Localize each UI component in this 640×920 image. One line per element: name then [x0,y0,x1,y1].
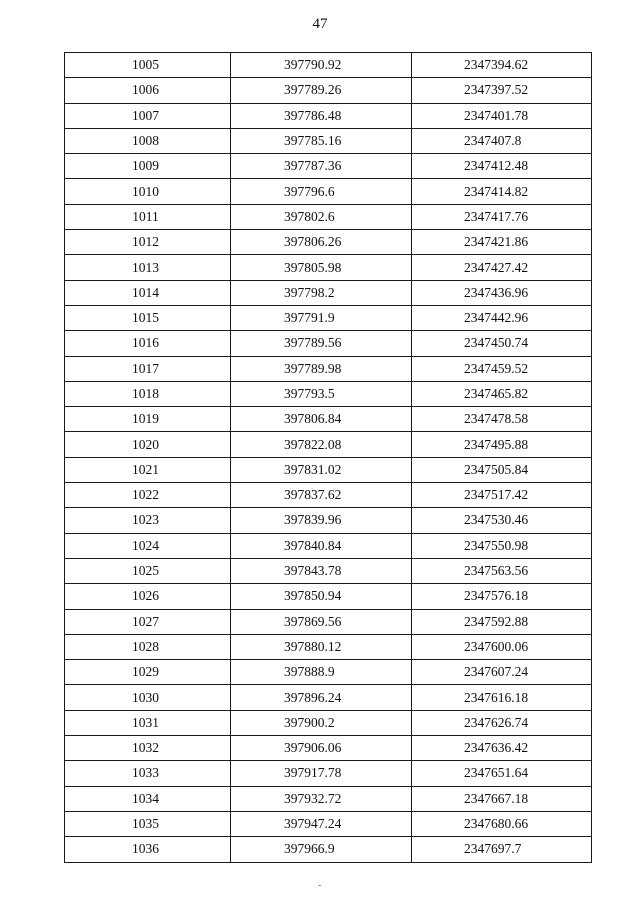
point-number-cell: 1035 [65,811,231,836]
y-coordinate-cell: 2347478.58 [412,407,592,432]
point-number-cell: 1029 [65,660,231,685]
y-coordinate-cell: 2347667.18 [412,786,592,811]
point-number-cell: 1011 [65,204,231,229]
page-number: 47 [312,16,328,32]
x-coordinate-cell: 397850.94 [231,584,412,609]
y-coordinate-cell: 2347421.86 [412,230,592,255]
point-number-cell: 1015 [65,305,231,330]
table-row [65,736,592,761]
point-number-cell: 1022 [65,483,231,508]
y-coordinate-cell: 2347465.82 [412,381,592,406]
point-number-cell: 1023 [65,508,231,533]
point-number-cell: 1006 [65,78,231,103]
table-row [65,331,592,356]
table-row [65,609,592,634]
table-row [65,204,592,229]
x-coordinate-cell: 397798.2 [231,280,412,305]
point-number-cell: 1034 [65,786,231,811]
y-coordinate-cell: 2347600.06 [412,634,592,659]
point-number-cell: 1014 [65,280,231,305]
y-coordinate-cell: 2347397.52 [412,78,592,103]
x-coordinate-cell: 397789.26 [231,78,412,103]
y-coordinate-cell: 2347459.52 [412,356,592,381]
x-coordinate-cell: 397880.12 [231,634,412,659]
table-row [65,78,592,103]
point-number-cell: 1019 [65,407,231,432]
table-row [65,280,592,305]
point-number-cell: 1010 [65,179,231,204]
table-row [65,230,592,255]
x-coordinate-cell: 397932.72 [231,786,412,811]
table-row [65,761,592,786]
y-coordinate-cell: 2347530.46 [412,508,592,533]
table-row [65,483,592,508]
point-number-cell: 1017 [65,356,231,381]
y-coordinate-cell: 2347517.42 [412,483,592,508]
y-coordinate-cell: 2347626.74 [412,710,592,735]
x-coordinate-cell: 397805.98 [231,255,412,280]
x-coordinate-cell: 397822.08 [231,432,412,457]
x-coordinate-cell: 397802.6 [231,204,412,229]
y-coordinate-cell: 2347436.96 [412,280,592,305]
table-row [65,837,592,862]
x-coordinate-cell: 397789.56 [231,331,412,356]
point-number-cell: 1005 [65,53,231,78]
table-row [65,457,592,482]
point-number-cell: 1025 [65,558,231,583]
y-coordinate-cell: 2347414.82 [412,179,592,204]
point-number-cell: 1013 [65,255,231,280]
point-number-cell: 1009 [65,154,231,179]
table-row [65,154,592,179]
x-coordinate-cell: 397966.9 [231,837,412,862]
point-number-cell: 1026 [65,584,231,609]
x-coordinate-cell: 397839.96 [231,508,412,533]
scan-speck [318,885,321,886]
y-coordinate-cell: 2347450.74 [412,331,592,356]
table-row [65,584,592,609]
x-coordinate-cell: 397840.84 [231,533,412,558]
y-coordinate-cell: 2347607.24 [412,660,592,685]
point-number-cell: 1007 [65,103,231,128]
y-coordinate-cell: 2347651.64 [412,761,592,786]
x-coordinate-cell: 397796.6 [231,179,412,204]
point-number-cell: 1032 [65,736,231,761]
table-row [65,305,592,330]
y-coordinate-cell: 2347680.66 [412,811,592,836]
table-row [65,407,592,432]
x-coordinate-cell: 397806.26 [231,230,412,255]
y-coordinate-cell: 2347636.42 [412,736,592,761]
y-coordinate-cell: 2347592.88 [412,609,592,634]
table-row [65,179,592,204]
table-row [65,432,592,457]
x-coordinate-cell: 397947.24 [231,811,412,836]
table-row [65,811,592,836]
table-row [65,103,592,128]
x-coordinate-cell: 397896.24 [231,685,412,710]
x-coordinate-cell: 397793.5 [231,381,412,406]
table-row [65,508,592,533]
point-number-cell: 1030 [65,685,231,710]
x-coordinate-cell: 397888.9 [231,660,412,685]
point-number-cell: 1021 [65,457,231,482]
point-number-cell: 1033 [65,761,231,786]
table-row [65,53,592,78]
point-number-cell: 1018 [65,381,231,406]
y-coordinate-cell: 2347616.18 [412,685,592,710]
x-coordinate-cell: 397790.92 [231,53,412,78]
x-coordinate-cell: 397869.56 [231,609,412,634]
table-row [65,128,592,153]
point-number-cell: 1024 [65,533,231,558]
point-number-cell: 1028 [65,634,231,659]
table-row [65,356,592,381]
table-row [65,710,592,735]
x-coordinate-cell: 397843.78 [231,558,412,583]
x-coordinate-cell: 397787.36 [231,154,412,179]
coordinates-table [64,52,592,863]
x-coordinate-cell: 397837.62 [231,483,412,508]
x-coordinate-cell: 397900.2 [231,710,412,735]
point-number-cell: 1012 [65,230,231,255]
table-row [65,533,592,558]
x-coordinate-cell: 397831.02 [231,457,412,482]
table-row [65,558,592,583]
y-coordinate-cell: 2347412.48 [412,154,592,179]
x-coordinate-cell: 397789.98 [231,356,412,381]
point-number-cell: 1027 [65,609,231,634]
point-number-cell: 1020 [65,432,231,457]
y-coordinate-cell: 2347442.96 [412,305,592,330]
y-coordinate-cell: 2347495.88 [412,432,592,457]
y-coordinate-cell: 2347505.84 [412,457,592,482]
table-row [65,786,592,811]
y-coordinate-cell: 2347407.8 [412,128,592,153]
x-coordinate-cell: 397806.84 [231,407,412,432]
y-coordinate-cell: 2347401.78 [412,103,592,128]
y-coordinate-cell: 2347697.7 [412,837,592,862]
table-row [65,381,592,406]
y-coordinate-cell: 2347550.98 [412,533,592,558]
table-row [65,255,592,280]
x-coordinate-cell: 397785.16 [231,128,412,153]
x-coordinate-cell: 397791.9 [231,305,412,330]
y-coordinate-cell: 2347427.42 [412,255,592,280]
point-number-cell: 1008 [65,128,231,153]
table-row [65,685,592,710]
table-row [65,660,592,685]
x-coordinate-cell: 397786.48 [231,103,412,128]
coordinates-table-body [65,53,592,863]
y-coordinate-cell: 2347576.18 [412,584,592,609]
y-coordinate-cell: 2347563.56 [412,558,592,583]
x-coordinate-cell: 397917.78 [231,761,412,786]
x-coordinate-cell: 397906.06 [231,736,412,761]
y-coordinate-cell: 2347417.76 [412,204,592,229]
point-number-cell: 1031 [65,710,231,735]
point-number-cell: 1036 [65,837,231,862]
table-row [65,634,592,659]
y-coordinate-cell: 2347394.62 [412,53,592,78]
point-number-cell: 1016 [65,331,231,356]
